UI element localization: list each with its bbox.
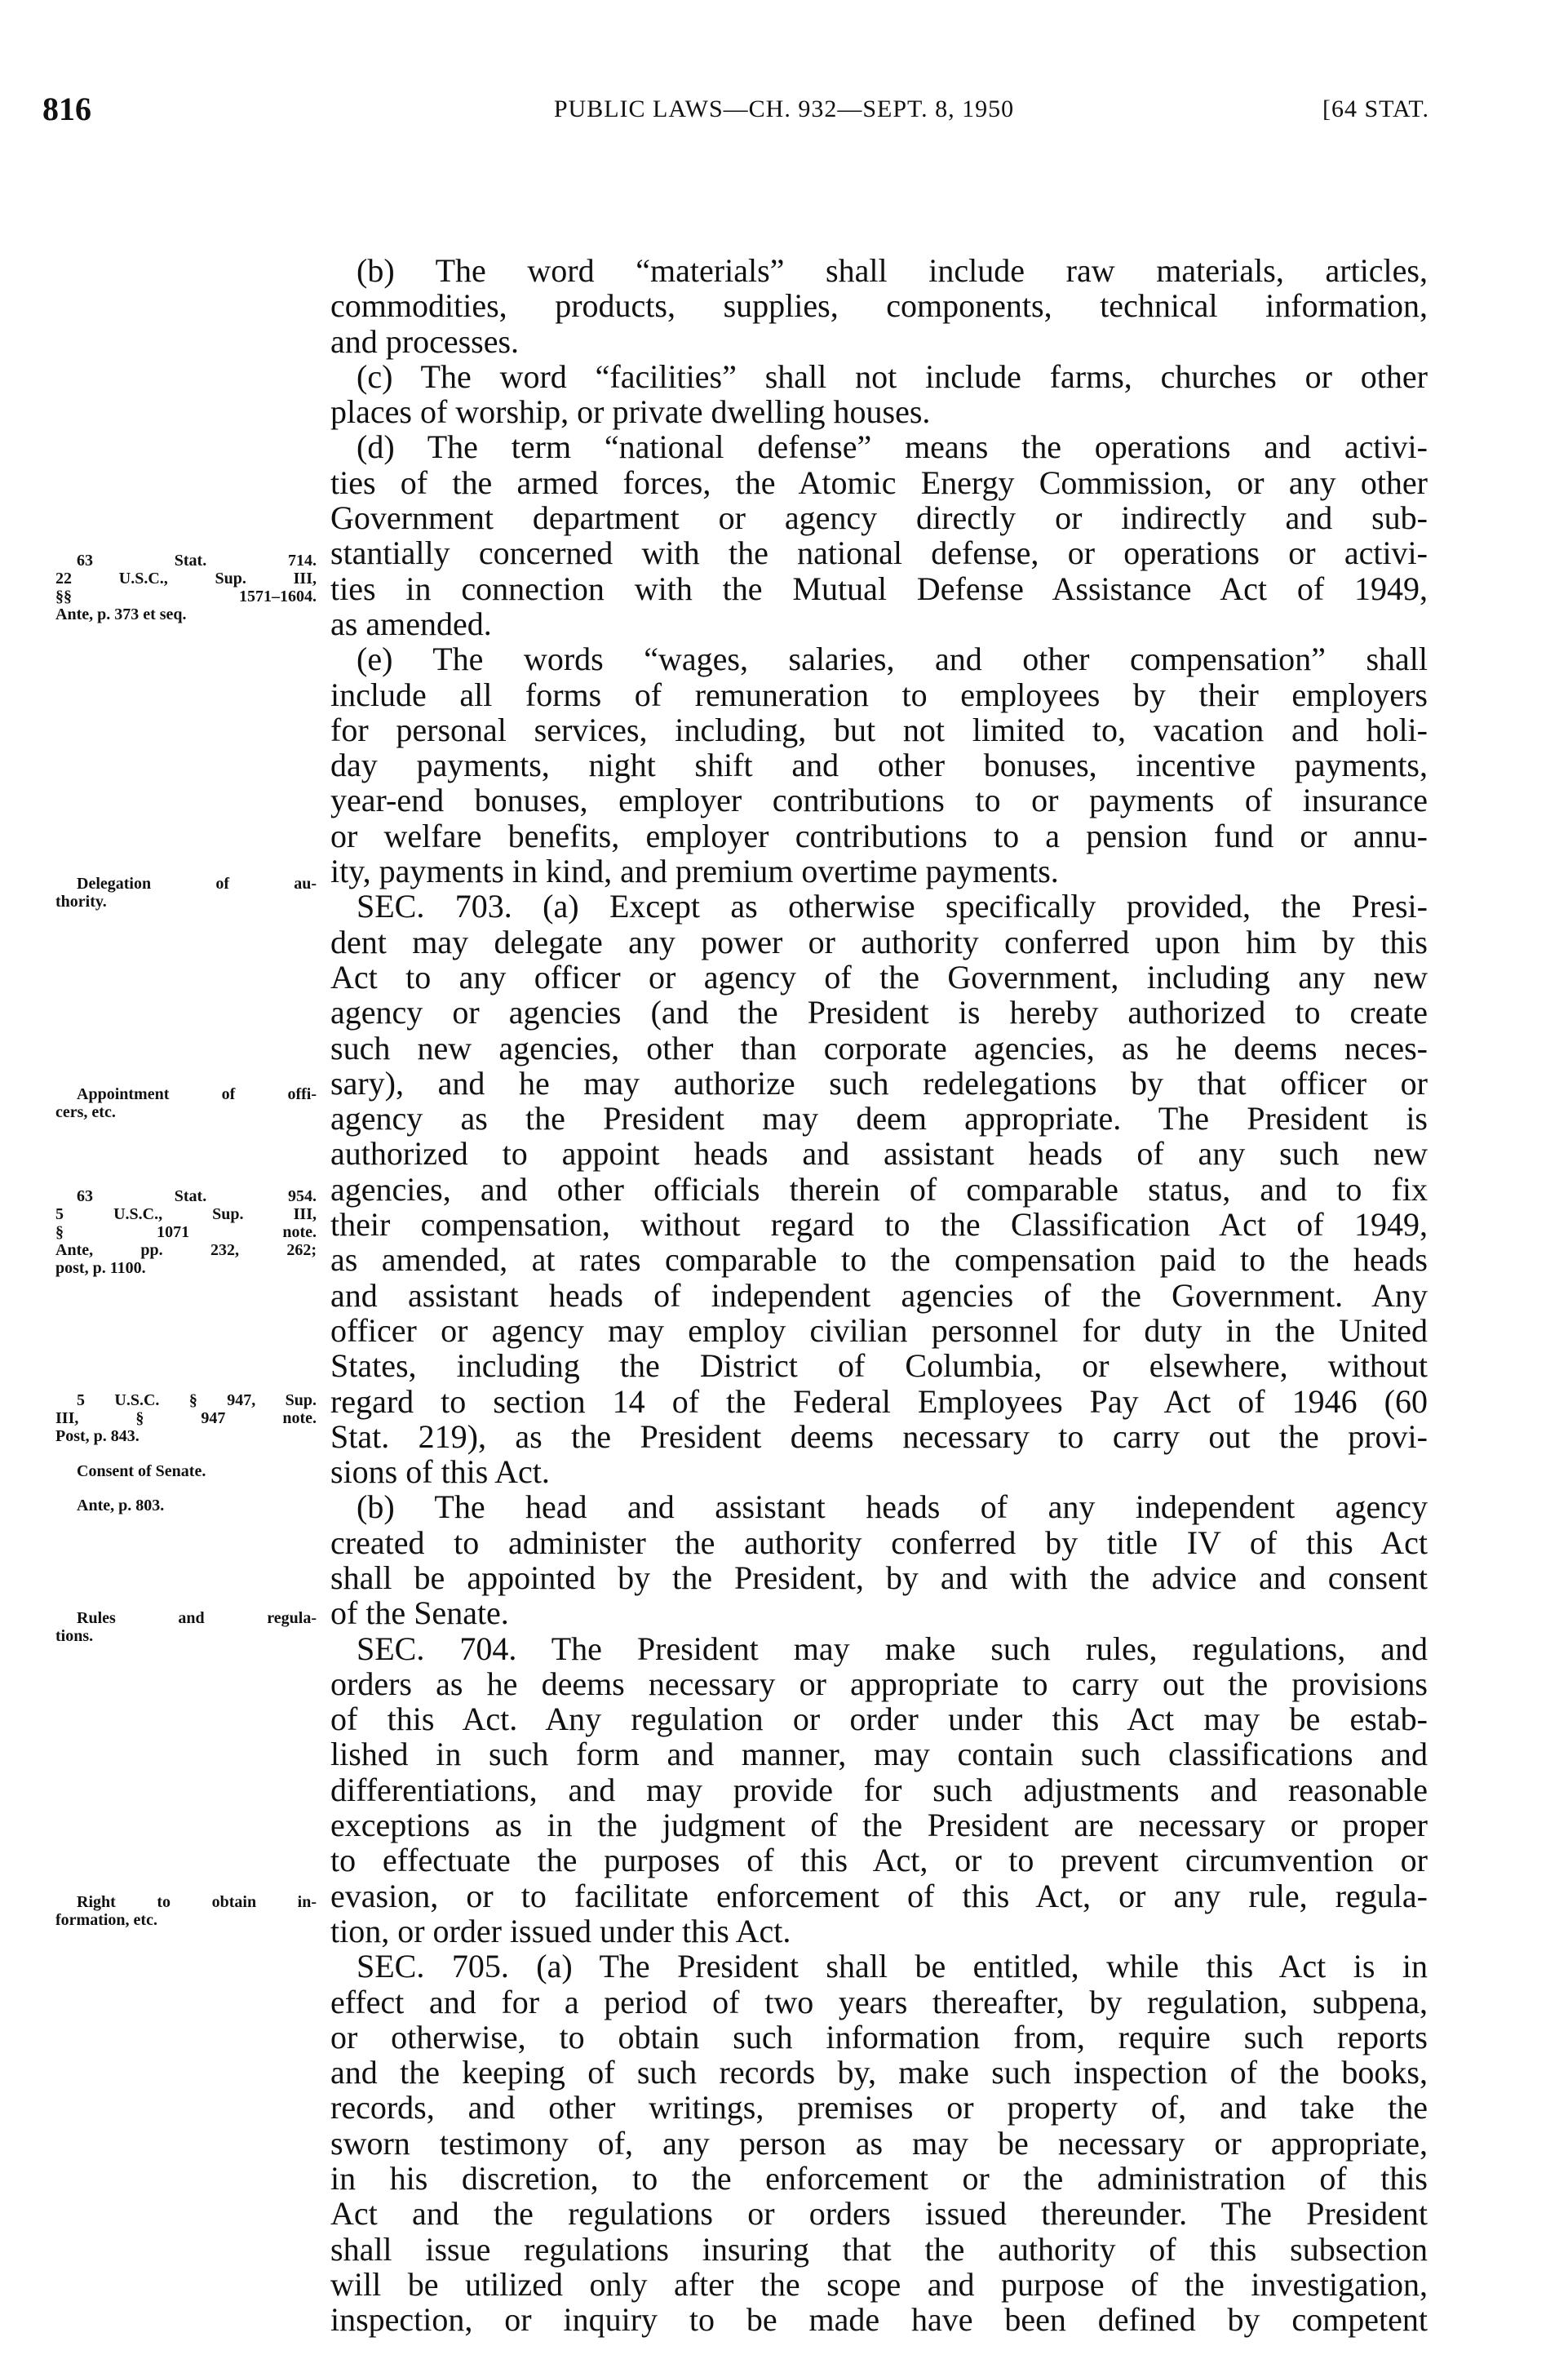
- text-line: sions of this Act.: [330, 1453, 550, 1491]
- text-line: effect and for a period of two years thereafter, by regulation, subpena,: [330, 1983, 1428, 2020]
- margin-note: [55, 1462, 317, 1480]
- text-line: records, and other writings, premises or property of, and take the: [330, 2089, 1428, 2126]
- text-line: differentiations, and may provide for such adjustments and reasonable: [330, 1771, 1428, 1808]
- text-line: tion, or order issued under this Act.: [330, 1912, 791, 1949]
- margin-note: [55, 1893, 317, 1929]
- margin-note-line: Delegation of au-: [77, 875, 317, 893]
- text-line: authorized to appoint heads and assistant heads of any such new: [330, 1135, 1428, 1173]
- text-line: (b) The word “materials” shall include raw materials, articles,: [357, 252, 1428, 289]
- text-line: ties of the armed forces, the Atomic Energy Commission, or any other: [330, 463, 1428, 501]
- margin-note: [55, 1085, 317, 1121]
- text-line: in his discretion, to the enforcement or the administration of this: [330, 2160, 1428, 2197]
- text-line: agency as the President may deem appropriate. The President is: [330, 1100, 1428, 1138]
- margin-note-line: post, p. 1100.: [55, 1259, 146, 1277]
- body-text: [330, 253, 1428, 2338]
- text-line: evasion, or to facilitate enforcement of this Act, or any rule, regula-: [330, 1877, 1428, 1914]
- margin-note-line: cers, etc.: [55, 1103, 116, 1121]
- text-line: year-end bonuses, employer contributions to or payments of insurance: [330, 782, 1428, 819]
- margin-note-line: § 1071 note.: [55, 1223, 317, 1241]
- text-line: exceptions as in the judgment of the President are necessary or proper: [330, 1807, 1428, 1844]
- margin-note: [55, 1187, 317, 1277]
- text-line: places of worship, or private dwelling houses.: [330, 393, 931, 431]
- margin-note-line: III, § 947 note.: [55, 1409, 317, 1427]
- text-line: as amended, at rates comparable to the compensation paid to the heads: [330, 1241, 1428, 1279]
- margin-note-line: tions.: [55, 1627, 94, 1645]
- text-line: Stat. 219), as the President deems necessary to carry out the provi-: [330, 1417, 1428, 1455]
- text-line: for personal services, including, but not limited to, vacation and holi-: [330, 711, 1428, 748]
- text-line: or welfare benefits, employer contributions to a pension fund or annu-: [330, 817, 1428, 854]
- text-line: commodities, products, supplies, components, technical information,: [330, 287, 1428, 325]
- margin-note-line: thority.: [55, 893, 107, 911]
- margin-note: [55, 875, 317, 911]
- text-line: stantially concerned with the national defense, or operations or activi-: [330, 534, 1428, 572]
- text-line: such new agencies, other than corporate agencies, as he deems neces-: [330, 1029, 1428, 1067]
- text-line: include all forms of remuneration to employees by their employers: [330, 676, 1428, 713]
- margin-note: [55, 552, 317, 623]
- margin-note-line: Right to obtain in-: [77, 1893, 317, 1911]
- margin-note-line: Consent of Senate.: [77, 1462, 206, 1480]
- text-line: shall issue regulations insuring that the authority of this subsection: [330, 2230, 1428, 2268]
- text-line: officer or agency may employ civilian personnel for duty in the United: [330, 1311, 1428, 1349]
- text-line: of the Senate.: [330, 1594, 509, 1632]
- volume-reference: [64 STAT.: [1322, 95, 1429, 122]
- text-line: shall be appointed by the President, by and with the advice and consent: [330, 1559, 1428, 1596]
- text-line: SEC. 703. (a) Except as otherwise specifically provided, the Presi-: [357, 888, 1428, 925]
- margin-note-line: 22 U.S.C., Sup. III,: [55, 570, 317, 588]
- margin-note-line: Ante, p. 803.: [77, 1497, 165, 1514]
- margin-note-line: §§ 1571–1604.: [55, 588, 317, 605]
- margin-note-line: Rules and regula-: [77, 1609, 317, 1627]
- text-line: created to administer the authority conferred by title IV of this Act: [330, 1523, 1428, 1561]
- margin-note-line: 63 Stat. 714.: [77, 552, 317, 570]
- text-line: and the keeping of such records by, make such inspection of the books,: [330, 2054, 1428, 2091]
- text-line: agency or agencies (and the President is hereby authorized to create: [330, 994, 1428, 1031]
- margin-note: [55, 1391, 317, 1445]
- margin-note-line: Appointment of offi-: [77, 1085, 317, 1103]
- margin-note-line: formation, etc.: [55, 1911, 157, 1929]
- margin-note-line: 63 Stat. 954.: [77, 1187, 317, 1205]
- margin-note-line: 5 U.S.C. § 947, Sup.: [77, 1391, 317, 1409]
- running-head: PUBLIC LAWS—CH. 932—SEPT. 8, 1950: [553, 95, 1015, 122]
- text-line: inspection, or inquiry to be made have been defined by competent: [330, 2301, 1428, 2339]
- text-line: Act and the regulations or orders issued thereunder. The President: [330, 2195, 1428, 2233]
- text-line: sworn testimony of, any person as may be necessary or appropriate,: [330, 2124, 1428, 2162]
- margin-note-line: Ante, p. 373 et seq.: [55, 605, 187, 623]
- text-line: (e) The words “wages, salaries, and other compensation” shall: [357, 641, 1428, 678]
- text-line: dent may delegate any power or authority conferred upon him by this: [330, 923, 1428, 960]
- margin-note-line: Post, p. 843.: [55, 1427, 140, 1445]
- text-line: or otherwise, to obtain such information from, require such reports: [330, 2018, 1428, 2055]
- margin-note: [55, 1497, 317, 1514]
- text-line: orders as he deems necessary or appropriate to carry out the provisions: [330, 1665, 1428, 1702]
- text-line: SEC. 704. The President may make such rules, regulations, and: [357, 1630, 1428, 1667]
- text-line: (d) The term “national defense” means the operations and activi-: [357, 428, 1428, 466]
- text-line: day payments, night shift and other bonuses, incentive payments,: [330, 747, 1428, 784]
- margin-note-line: Ante, pp. 232, 262;: [55, 1241, 317, 1259]
- text-line: regard to section 14 of the Federal Employees Pay Act of 1946 (60: [330, 1382, 1428, 1420]
- margin-note: [55, 1609, 317, 1645]
- text-line: their compensation, without regard to the Classification Act of 1949,: [330, 1206, 1428, 1244]
- text-line: Government department or agency directly or indirectly and sub-: [330, 499, 1428, 537]
- text-line: and assistant heads of independent agencies of the Government. Any: [330, 1276, 1428, 1314]
- page-number: 816: [42, 91, 91, 127]
- text-line: ties in connection with the Mutual Defense Assistance Act of 1949,: [330, 570, 1428, 607]
- text-line: sary), and he may authorize such redelegations by that officer or: [330, 1064, 1428, 1102]
- text-line: to effectuate the purposes of this Act, or to prevent circumvention or: [330, 1842, 1428, 1879]
- text-line: (c) The word “facilities” shall not include farms, churches or other: [357, 357, 1428, 395]
- text-line: agencies, and other officials therein of comparable status, and to fix: [330, 1170, 1428, 1208]
- text-line: of this Act. Any regulation or order under this Act may be estab-: [330, 1701, 1428, 1738]
- text-line: Act to any officer or agency of the Government, including any new: [330, 958, 1428, 996]
- text-line: (b) The head and assistant heads of any independent agency: [357, 1488, 1428, 1526]
- text-line: as amended.: [330, 605, 492, 642]
- text-line: SEC. 705. (a) The President shall be entitled, while this Act is in: [357, 1948, 1428, 1985]
- text-line: and processes.: [330, 322, 520, 360]
- margin-note-line: 5 U.S.C., Sup. III,: [55, 1205, 317, 1223]
- text-line: ity, payments in kind, and premium overtime payments.: [330, 853, 1059, 890]
- text-line: States, including the District of Columbia, or elsewhere, without: [330, 1347, 1428, 1385]
- text-line: lished in such form and manner, may contain such classifications and: [330, 1736, 1428, 1773]
- text-line: will be utilized only after the scope and purpose of the investigation,: [330, 2265, 1428, 2303]
